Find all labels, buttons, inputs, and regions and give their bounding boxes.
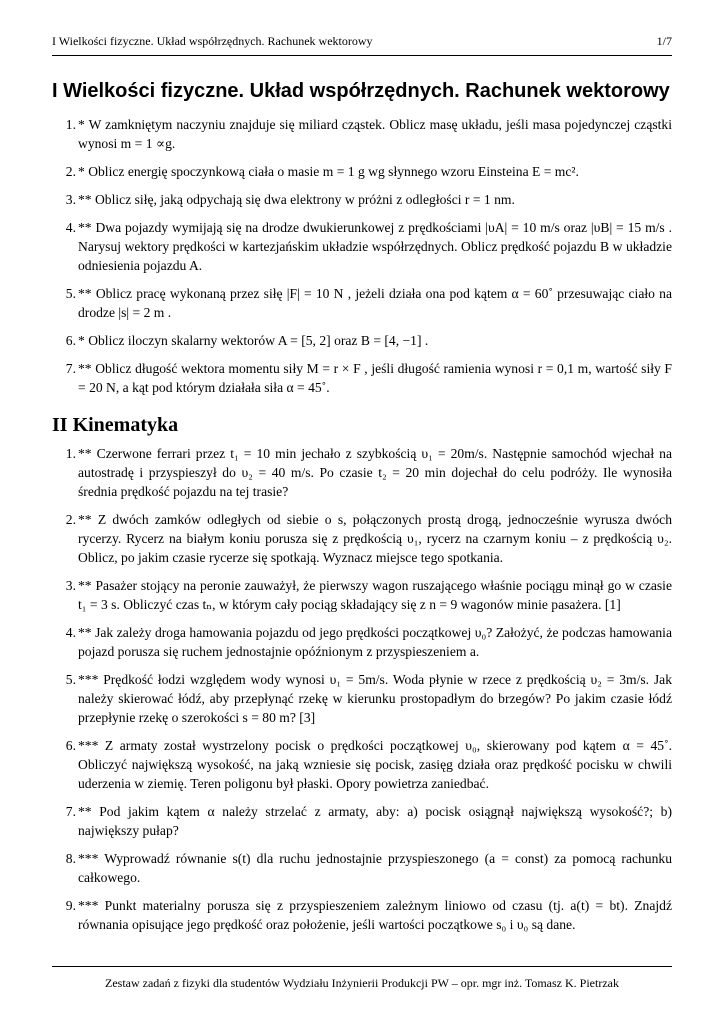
list-item: 8. *** Wyprowadź równanie s(t) dla ruchu jednostajnie przyspieszonego (a = const) za pomocą rachunku całkowego.: [65, 851, 672, 885]
list-item: 6. *** Z armaty został wystrzelony pocisk o prędkości początkowej υ₀, skierowany pod kątem α = 45˚. Obliczyć największą wysokość, na jaką wzniesie się pocisk, zasięg działa oraz prędkość pocisku w chwili uderzenia w ziemię. Teren poligonu był płaski. Opory powietrza zaniedbać.: [65, 738, 672, 791]
list-item: 2. * Oblicz energię spoczynkową ciała o masie m = 1 g wg słynnego wzoru Einsteina E = mc².: [65, 164, 579, 179]
list-item: 2. ** Z dwóch zamków odległych od siebie o s, połączonych prostą drogą, jednocześnie wyrusza dwóch rycerzy. Rycerz na białym koniu porusza się z prędkością υ₁, rycerz na czarnym koniu – z prędkością υ₂. Oblicz, po jakim czasie rycerze się spotkają. Wyznacz miejsce tego spotkania.: [65, 512, 672, 565]
header-rule: [52, 55, 672, 56]
list-item: 9. *** Punkt materialny porusza się z przyspieszeniem zależnym liniowo od czasu (tj. a(t) = bt). Znajdź równania opisujące jego prędkość oraz położenie, jeśli wartości początkowe s₀ i υ₀ są dane.: [65, 898, 672, 932]
section-1-list: [52, 115, 672, 406]
list-item: 7. ** Oblicz długość wektora momentu siły M = r × F , jeśli długość ramienia wynosi r = 0,1 m, wartość siły F = 20 N, a kąt pod którym działała siła α = 45˚.: [65, 361, 672, 395]
section-1-title: I Wielkości fizyczne. Układ współrzędnych. Rachunek wektorowy: [52, 80, 670, 102]
list-item: 1. ** Czerwone ferrari przez t₁ = 10 min jechało z szybkością υ₁ = 20m/s. Następnie samochód wjechał na autostradę i przyspieszył do υ₂ = 40 m/s. Po czasie t₂ = 20 min dojechał do celu podróży. Ile wynosiła średnia prędkość pojazdu na tej trasie?: [65, 446, 672, 499]
list-item: 5. *** Prędkość łodzi względem wody wynosi υ₁ = 5m/s. Woda płynie w rzece z prędkością υ₂ = 3m/s. Jak należy skierować łódź, aby przepłynąć rzekę w kierunku prostopadłym do brzegów? Po jakim czasie łódź przepłynie rzekę o szerokości s = 80 m? [3]: [65, 672, 672, 725]
header-title: I Wielkości fizyczne. Układ współrzędnych. Rachunek wektorowy: [52, 34, 373, 48]
list-item: 3. ** Pasażer stojący na peronie zauważył, że pierwszy wagon ruszającego właśnie pociągu minął go w czasie t₁ = 3 s. Obliczyć czas tₙ, w którym cały pociąg składający się z n = 9 wagonów minie pasażera. [1]: [65, 578, 672, 612]
list-item: 1. * W zamkniętym naczyniu znajduje się miliard cząstek. Oblicz masę układu, jeśli masa pojedynczej cząstki wynosi m = 1 ∝g.: [65, 117, 672, 151]
footer-rule: [52, 966, 672, 967]
section-2-title: II Kinematyka: [52, 414, 179, 436]
list-item: 4. ** Jak zależy droga hamowania pojazdu od jego prędkości początkowej υ₀? Założyć, że podczas hamowania pojazd porusza się ruchem jednostajnie opóźnionym z przyspieszeniem a.: [65, 625, 672, 659]
list-item: 4. ** Dwa pojazdy wymijają się na drodze dwukierunkowej z prędkościami |υA| = 10 m/s oraz |υB| = 15 m/s . Narysuj wektory prędkości w kartezjańskim układzie współrzędnych. Oblicz prędkość pojazdu B w układzie odniesienia pojazdu A.: [65, 220, 672, 273]
page-number: 1/7: [656, 34, 672, 48]
section-2-list: [52, 444, 672, 943]
list-item: 5. ** Oblicz pracę wykonaną przez siłę |F| = 10 N , jeżeli działa ona pod kątem α = 60˚ przesuwając ciało na drodze |s| = 2 m .: [65, 286, 672, 320]
page-header: [52, 34, 672, 49]
list-item: 7. ** Pod jakim kątem α należy strzelać z armaty, aby: a) pocisk osiągnął największą wysokość?; b) największy pułap?: [65, 804, 672, 838]
page-footer: Zestaw zadań z fizyki dla studentów Wydziału Inżynierii Produkcji PW – opr. mgr inż. Tomasz K. Pietrzak: [105, 976, 619, 990]
list-item: 3. ** Oblicz siłę, jaką odpychają się dwa elektrony w próżni z odległości r = 1 nm.: [65, 192, 515, 207]
list-item: 6. * Oblicz iloczyn skalarny wektorów A = [5, 2] oraz B = [4, −1] .: [65, 333, 429, 348]
